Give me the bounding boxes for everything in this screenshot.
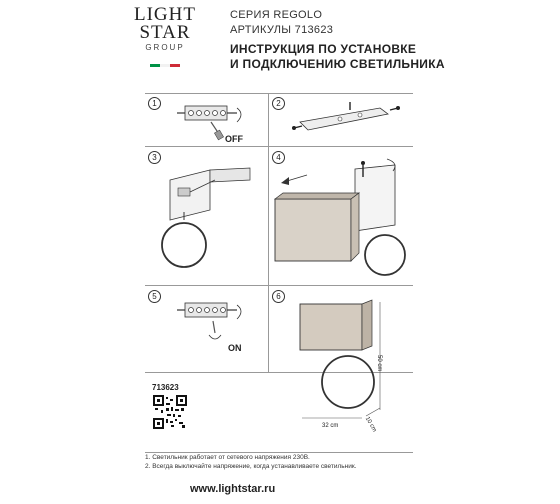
note-1: 1. Светильник работает от сетевого напряжения 230В.	[145, 454, 310, 461]
step-badge-5: 5	[148, 290, 161, 303]
grid-divider-vertical	[268, 93, 269, 373]
step-badge-6: 6	[272, 290, 285, 303]
note-2: 2. Всегда выключайте напряжение, когда устанавливаете светильник.	[145, 463, 357, 470]
terminal-block-on-illustration	[175, 295, 255, 350]
qr-code-icon	[153, 395, 187, 429]
wall-plate-connection-illustration	[160, 160, 260, 280]
series-text: СЕРИЯ REGOLO	[230, 9, 323, 21]
shade-installation-illustration	[275, 155, 410, 283]
grid-divider	[145, 93, 413, 94]
terminal-block-off-illustration	[175, 100, 255, 145]
flag-green	[150, 64, 160, 67]
logo-line-3: GROUP	[145, 43, 185, 52]
step-badge-1: 1	[148, 97, 161, 110]
grid-divider	[145, 285, 413, 286]
finished-luminaire-illustration	[300, 298, 405, 430]
step-badge-2: 2	[272, 97, 285, 110]
logo-line-1: LIGHT	[134, 4, 196, 25]
mounting-bracket-illustration	[290, 100, 405, 142]
grid-divider	[145, 452, 413, 453]
article-number: 713623	[152, 383, 179, 392]
brand-logo	[120, 6, 210, 52]
dimension-depth: 10 cm	[363, 416, 378, 434]
step-badge-3: 3	[148, 151, 161, 164]
grid-divider	[145, 146, 413, 147]
step-1-off-label: OFF	[225, 134, 243, 144]
dimension-width: 32 cm	[322, 423, 339, 429]
step-5-on-label: ON	[228, 343, 242, 353]
italian-flag-stripe	[150, 64, 180, 67]
logo-line-2: STAR	[139, 22, 191, 43]
step-badge-4: 4	[272, 151, 285, 164]
flag-red	[170, 64, 180, 67]
dimension-height: 50 cm	[376, 355, 382, 372]
articles-text: АРТИКУЛЫ 713623	[230, 24, 334, 36]
website-link[interactable]: www.lightstar.ru	[190, 483, 276, 495]
page-title-line-1: ИНСТРУКЦИЯ ПО УСТАНОВКЕ	[230, 42, 417, 56]
flag-white	[160, 64, 170, 67]
page-title-line-2: И ПОДКЛЮЧЕНИЮ СВЕТИЛЬНИКА	[230, 57, 445, 71]
